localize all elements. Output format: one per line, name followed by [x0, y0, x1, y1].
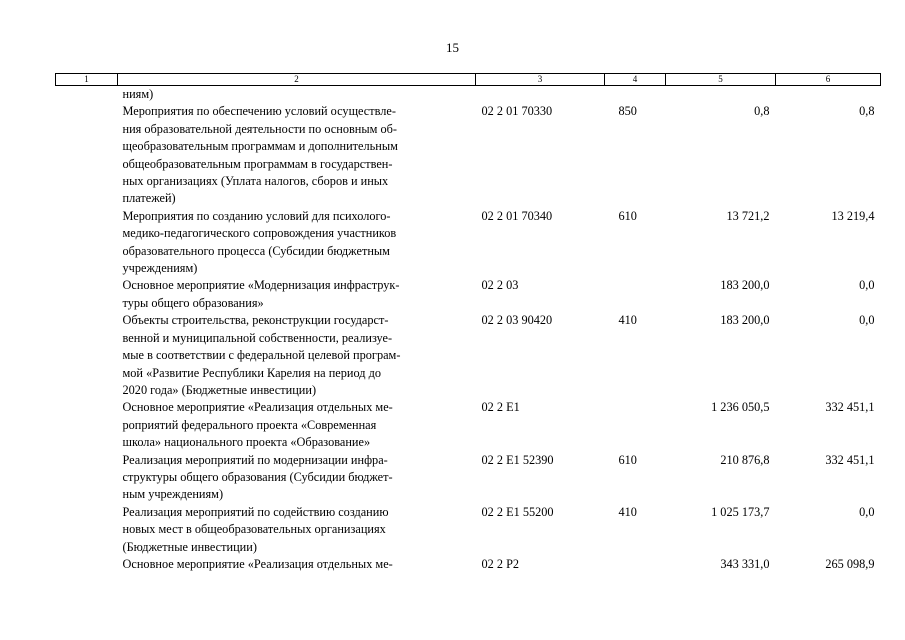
amount-col5: 0,8 — [754, 104, 770, 119]
item-name-line: Основное мероприятие «Модернизация инфраструк- — [122, 278, 400, 293]
item-name — [118, 399, 476, 451]
amount-col5: 1 025 173,7 — [711, 504, 770, 519]
expense-type: 410 — [618, 504, 637, 519]
item-name — [118, 452, 476, 504]
item-name-line: Объекты строительства, реконструкции государст- — [122, 313, 389, 328]
expense-type: 850 — [618, 104, 637, 119]
item-name-line: новых мест в общеобразовательных организациях — [122, 522, 386, 537]
item-name-line: (Бюджетные инвестиции) — [122, 539, 257, 554]
item-name-line: роприятий федерального проекта «Современная — [122, 417, 377, 432]
budget-code: 02 2 E1 55200 — [481, 504, 554, 519]
column-header: 2 — [118, 74, 476, 86]
item-name-line: общеобразовательным программам в государствен- — [122, 156, 393, 171]
expense-type — [605, 277, 666, 312]
amount-col5: 13 721,2 — [726, 208, 770, 223]
expense-type — [605, 556, 666, 573]
item-name-line: туры общего образования» — [122, 295, 264, 310]
table-row — [56, 277, 881, 312]
amount-col6: 0,0 — [859, 313, 875, 328]
item-name-line: медико-педагогического сопровождения участников — [122, 226, 397, 241]
item-name — [118, 103, 476, 207]
budget-code: 02 2 E1 — [481, 400, 520, 415]
item-name-line: ных организациях (Уплата налогов, сборов и иных — [122, 174, 389, 189]
budget-code: 02 2 01 70340 — [481, 208, 553, 223]
column-header: 5 — [666, 74, 776, 86]
expense-type: 610 — [618, 452, 637, 467]
item-name-line: ным учреждениям) — [122, 487, 224, 502]
item-name-line: платежей) — [122, 191, 176, 206]
budget-code: 02 2 P2 — [481, 556, 520, 571]
item-name-line: мые в соответствии с федеральной целевой програм- — [122, 348, 401, 363]
expense-type: 610 — [618, 208, 637, 223]
budget-code: 02 2 03 — [481, 278, 519, 293]
continuation-row — [56, 86, 881, 104]
amount-col6: 332 451,1 — [825, 452, 875, 467]
item-name-line: Основное мероприятие «Реализация отдельных ме- — [122, 556, 393, 571]
item-name-line: Мероприятия по обеспечению условий осуществле- — [122, 104, 396, 119]
table-row — [56, 399, 881, 451]
item-name-line: Реализация мероприятий по модернизации инфра- — [122, 452, 388, 467]
expense-type — [605, 399, 666, 451]
budget-code: 02 2 01 70330 — [481, 104, 553, 119]
item-name-line: структуры общего образования (Субсидии бюджет- — [122, 469, 393, 484]
item-name — [118, 504, 476, 556]
table-row — [56, 504, 881, 556]
amount-col5: 183 200,0 — [720, 278, 770, 293]
amount-col6: 0,0 — [859, 504, 875, 519]
table-row — [56, 312, 881, 399]
table-row — [56, 103, 881, 207]
table-row — [56, 452, 881, 504]
table-row — [56, 208, 881, 278]
item-name-line: Основное мероприятие «Реализация отдельных ме- — [122, 400, 393, 415]
continuation-text: ниям) — [122, 87, 154, 101]
expense-type: 410 — [618, 313, 637, 328]
amount-col5: 210 876,8 — [720, 452, 770, 467]
column-header: 6 — [776, 74, 881, 86]
item-name-line: венной и муниципальной собственности, реализуе- — [122, 330, 393, 345]
amount-col5: 343 331,0 — [720, 556, 770, 571]
item-name-line: мой «Развитие Республики Карелия на период до — [122, 365, 381, 380]
amount-col5: 183 200,0 — [720, 313, 770, 328]
budget-code: 02 2 E1 52390 — [481, 452, 554, 467]
item-name-line: ния образовательной деятельности по основным об- — [122, 121, 398, 136]
item-name-line: щеобразовательным программам и дополнительным — [122, 139, 398, 154]
column-header: 1 — [56, 74, 118, 86]
amount-col5: 1 236 050,5 — [711, 400, 770, 415]
amount-col6: 0,8 — [859, 104, 875, 119]
amount-col6: 0,0 — [859, 278, 875, 293]
item-name — [118, 556, 476, 573]
budget-code: 02 2 03 90420 — [481, 313, 553, 328]
item-name — [118, 208, 476, 278]
item-name — [118, 312, 476, 399]
item-name-line: образовательного процесса (Субсидии бюджетным — [122, 243, 390, 258]
table-header — [56, 74, 881, 86]
amount-col6: 13 219,4 — [831, 208, 875, 223]
item-name-line: Мероприятия по созданию условий для психолого- — [122, 208, 391, 223]
budget-table — [55, 73, 881, 573]
item-name-line: Реализация мероприятий по содействию созданию — [122, 504, 389, 519]
item-name-line: 2020 года» (Бюджетные инвестиции) — [122, 382, 317, 397]
amount-col6: 332 451,1 — [825, 400, 875, 415]
column-header: 4 — [605, 74, 666, 86]
item-name-line: учреждениям) — [122, 261, 198, 276]
item-name-line: школа» национального проекта «Образование» — [122, 435, 371, 450]
column-header: 3 — [476, 74, 605, 86]
amount-col6: 265 098,9 — [825, 556, 875, 571]
item-name — [118, 277, 476, 312]
page-number: 15 — [446, 40, 459, 55]
table-body — [56, 86, 881, 574]
table-row — [56, 556, 881, 573]
